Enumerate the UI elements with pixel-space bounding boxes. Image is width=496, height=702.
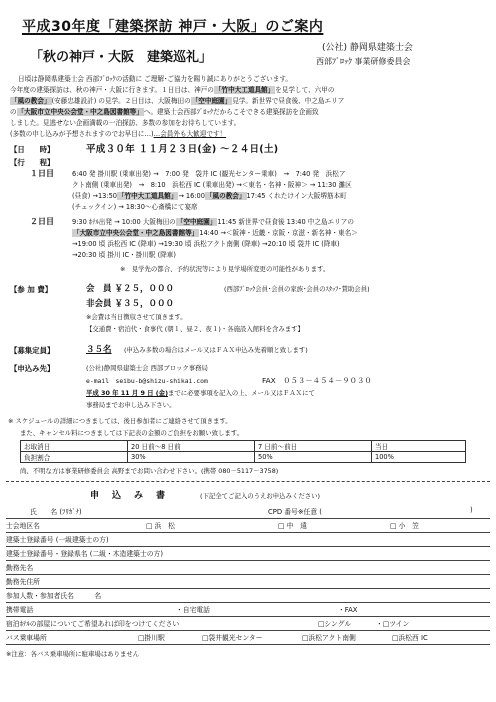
itinerary-line: クト南側 (乗車出発) → 8:10 浜松西 IC (乗車出発) →＜東名・名神・阪神＞ → 11:30 灘区 xyxy=(72,181,352,189)
contact-note: 尚、不明な方は事業研修委員会 高野までお問い合わせ下さい。(携帯 080－5117－3758) xyxy=(20,467,279,475)
highlight-venue: 「竹中大工道具館」 xyxy=(214,86,275,94)
itinerary-line: 6:40 発 掛川駅 (乗車出発) → 7:00 発 袋井 IC (観光センター乗車) → 7:40 発 浜松ア xyxy=(72,170,346,178)
table-cell: 30% xyxy=(128,452,255,463)
apply-label: 【申込み先】 xyxy=(10,364,55,373)
member-fee: 会 員 ￥２５，０００ xyxy=(86,284,174,294)
highlight-venue: 「竹中大工道具館」 xyxy=(117,192,178,200)
itinerary-line xyxy=(72,228,490,239)
bus-option-nishi-ic[interactable]: □浜松西 IC xyxy=(392,634,428,642)
itinerary-label: 【行 程】 xyxy=(10,158,55,167)
intro-line: しました。見逃せない企画満載の一泊探訪、多数の参加をお待ちしています。 xyxy=(10,119,241,127)
page-subtitle: 「秋の神戸・大阪 建築巡礼」 xyxy=(30,50,213,65)
highlight-venue: 「風の教会」 xyxy=(11,97,51,105)
license2-label: 建築士登録番号・登録県名 (二級・木造建築士の方) xyxy=(6,550,163,558)
itinerary-text: (昼食) →13:50 xyxy=(72,192,117,200)
fee-label: 【参 加 費】 xyxy=(10,285,53,294)
intro-text: 見学。新世界で昼食後、中之島エリア xyxy=(232,97,345,105)
highlight-venue: 「大阪市立中央公会堂・中之島図書館等」 xyxy=(73,229,199,237)
itinerary-text: 9:30 ﾎﾃﾙ出発 → 10:00 大阪梅田の xyxy=(72,218,176,226)
cancellation-table xyxy=(20,440,466,463)
intro-text: (安藤忠雄設計) の見学。２日目は、大阪梅田の xyxy=(51,97,191,105)
employer-address-label: 勤務先住所 xyxy=(6,578,40,586)
district-option-ogasa[interactable]: □ 小 笠 xyxy=(390,522,419,530)
fee-includes: 【交通費・宿泊代・食事代 (朝１、昼２、夜１)・各施設入館料を含みます】 xyxy=(86,325,304,333)
form-instruction: (下記全てご記入のうえお申込みください) xyxy=(200,492,321,500)
intro-line xyxy=(10,85,488,96)
bus-option-act[interactable]: □浜松アクト南側 xyxy=(302,634,356,642)
form-row-license1 xyxy=(6,533,490,547)
welcome-note: …会員外も大歓迎です！ xyxy=(153,130,227,138)
room-preference-label: 宿泊ﾎﾃﾙの部屋についてご希望あれば印をつけてください xyxy=(6,620,180,628)
table-header: 7 日前〜前日 xyxy=(255,441,372,452)
form-footnote: ※注意：各バス乗車場所に駐車場はありません xyxy=(6,650,140,658)
form-row-name xyxy=(6,505,490,519)
cpd-field-close: ) xyxy=(470,506,473,514)
apply-email[interactable]: e-mail seibu-b@shizu-shikai.com xyxy=(86,377,208,385)
cancel-note: ※ スケジュールの詳細につきましては、後日参加者にご連絡させて頂きます。 xyxy=(8,417,232,425)
day2-itinerary xyxy=(72,217,490,261)
day1-label: １日目 xyxy=(30,169,54,178)
district-label: 士会地区名 xyxy=(6,522,40,530)
nonmember-fee: 非会員 ￥３５，０００ xyxy=(86,299,174,309)
intro-line xyxy=(10,129,488,140)
cut-line xyxy=(6,481,490,482)
form-row-address xyxy=(6,575,490,589)
room-option-single[interactable]: □シングル xyxy=(318,620,352,628)
table-header: お取消日 xyxy=(21,441,128,452)
organization-name: (公社) 静岡県建築士会 xyxy=(322,43,413,53)
highlight-venue: 「大阪市立中央公会堂・中之島図書館等」 xyxy=(17,108,143,116)
table-cell: 100% xyxy=(372,452,466,463)
highlight-venue: 「空中庭園」 xyxy=(176,218,217,226)
itinerary-text: → 16:00 xyxy=(178,192,205,200)
apply-deadline-text: までに必要事項を記入の上、メール又はＦＡＸにて xyxy=(168,389,315,397)
table-header: 20 日前〜8 日前 xyxy=(128,441,255,452)
page-title: 平成30年度「建築探訪 神戸・大阪」のご案内 xyxy=(22,19,324,35)
capacity-value: ３５名 xyxy=(86,345,112,355)
employer-label: 勤務先名 xyxy=(6,564,34,572)
participants-label: 参加人数・参加者氏名 名 xyxy=(6,592,102,600)
itinerary-line: →20:30 頃 掛川 IC・掛川駅 (降車) xyxy=(72,251,176,259)
intro-line: 日頃は静岡県建築士会 西部ﾌﾞﾛｯｸの活動に ご理解･ご協力を賜り誠にありがとうございます。 xyxy=(18,75,293,83)
table-header: 当日 xyxy=(372,441,466,452)
itinerary-line xyxy=(72,191,490,202)
form-row-phone xyxy=(6,603,490,617)
intro-text: へ。建築士会西部ﾌﾞﾛｯｸだからこそできる建築探訪を企画致 xyxy=(143,108,319,116)
bus-option-fukuroi[interactable]: □袋井観光センター xyxy=(202,634,263,642)
form-row-district xyxy=(6,519,490,533)
intro-text: (多数の申し込みが予想されますのでお早目に…) xyxy=(10,130,154,138)
intro-text: を見学して、六甲の xyxy=(275,86,335,94)
cancel-note: また、キャンセル料につきましては下記表の金額のご負担をお願い致します。 xyxy=(20,429,244,437)
form-title: 申 込 み 書 xyxy=(90,491,168,501)
table-row xyxy=(21,441,466,452)
event-date: 平成３０年 １１月２３日(金) 〜２４日(土) xyxy=(86,144,279,155)
home-phone-label: ・自宅電話 xyxy=(176,606,210,614)
date-label: 【日 時】 xyxy=(10,145,55,154)
itinerary-line: (チェックイン) → 18:30〜心斎橋にて宴席 xyxy=(72,203,198,211)
apply-deadline-line xyxy=(86,388,315,397)
itinerary-line: →19:00 頃 浜松西 IC (降車) →19:30 頃 浜松アクト南側 (降車) →20:10 頃 袋井 IC (降車) xyxy=(72,240,340,248)
apply-office: (公社)静岡県建築士会 西部ブロック事務局 xyxy=(86,364,208,372)
form-row-license2 xyxy=(6,547,490,561)
fee-note: ※会費は当日徴収させて頂きます。 xyxy=(86,313,187,321)
capacity-note: (申込み多数の場合はメール又はＦＡＸ申込み先着順と致します) xyxy=(124,346,308,354)
license1-label: 建築士登録番号 (一級建築士の方) xyxy=(6,536,109,544)
apply-instruction: 事務局までお申し込み下さい。 xyxy=(86,401,176,409)
itinerary-text: 17:45 くれたけイン大阪堺筋本町 xyxy=(246,192,347,200)
apply-deadline: 平成 30 年 11 月 9 日 (金) xyxy=(86,389,168,397)
bus-stop-label: バス乗車場所 xyxy=(6,634,47,642)
member-fee-note: (西部ﾌﾞﾛｯｸ会員･会員の家族･会員のｽﾀｯﾌ･賛助会員) xyxy=(224,285,370,293)
itinerary-line xyxy=(72,217,490,228)
district-option-chuen[interactable]: □ 中 遠 xyxy=(278,522,307,530)
district-option-hamamatsu[interactable]: □ 浜 松 xyxy=(146,522,175,530)
bus-option-kakegawa[interactable]: □掛川駅 xyxy=(138,634,165,642)
highlight-venue: 「空中庭園」 xyxy=(191,97,232,105)
table-cell: 負担割合 xyxy=(21,452,128,463)
form-row-employer xyxy=(6,561,490,575)
day1-itinerary xyxy=(72,169,490,213)
name-field-label: 氏 名 (ﾌﾘｶﾞﾅ) xyxy=(30,508,82,516)
intro-paragraph xyxy=(10,74,488,140)
intro-line xyxy=(10,96,488,107)
itinerary-text: 11:45 新世界で昼食後 13:40 中之島エリアの xyxy=(217,218,354,226)
intro-text: の xyxy=(10,108,17,116)
room-option-twin[interactable]: ・□ツイン xyxy=(376,620,410,628)
form-row-bus xyxy=(6,631,490,645)
day2-label: ２日目 xyxy=(30,217,54,226)
capacity-label: 【募集定員】 xyxy=(10,346,55,355)
fax-label: ・FAX xyxy=(338,606,358,614)
cpd-field-label: CPD 番号※任意 ( xyxy=(268,508,322,516)
table-row xyxy=(21,452,466,463)
form-row-participants xyxy=(6,589,490,603)
intro-text: 今年度の建築探訪は、秋の神戸・大阪に行きます。１日目は、神戸の xyxy=(10,86,214,94)
intro-line xyxy=(10,107,488,118)
highlight-venue: 「風の教会」 xyxy=(205,192,246,200)
itinerary-note: ※ 見学先の都合、予約状況等により見学場所変更の可能性があります。 xyxy=(120,265,330,273)
itinerary-text: 14:40 →＜阪神・近畿・京阪・京滋・新名神・東名＞ xyxy=(199,229,358,237)
mobile-label: 携帯電話 xyxy=(6,606,34,614)
apply-fax: FAX ０５３－４５４－９０３０ xyxy=(262,376,372,385)
department-name: 西部ﾌﾞﾛｯｸ 事業研修委員会 xyxy=(316,57,411,66)
form-row-room xyxy=(6,617,490,631)
table-cell: 50% xyxy=(255,452,372,463)
